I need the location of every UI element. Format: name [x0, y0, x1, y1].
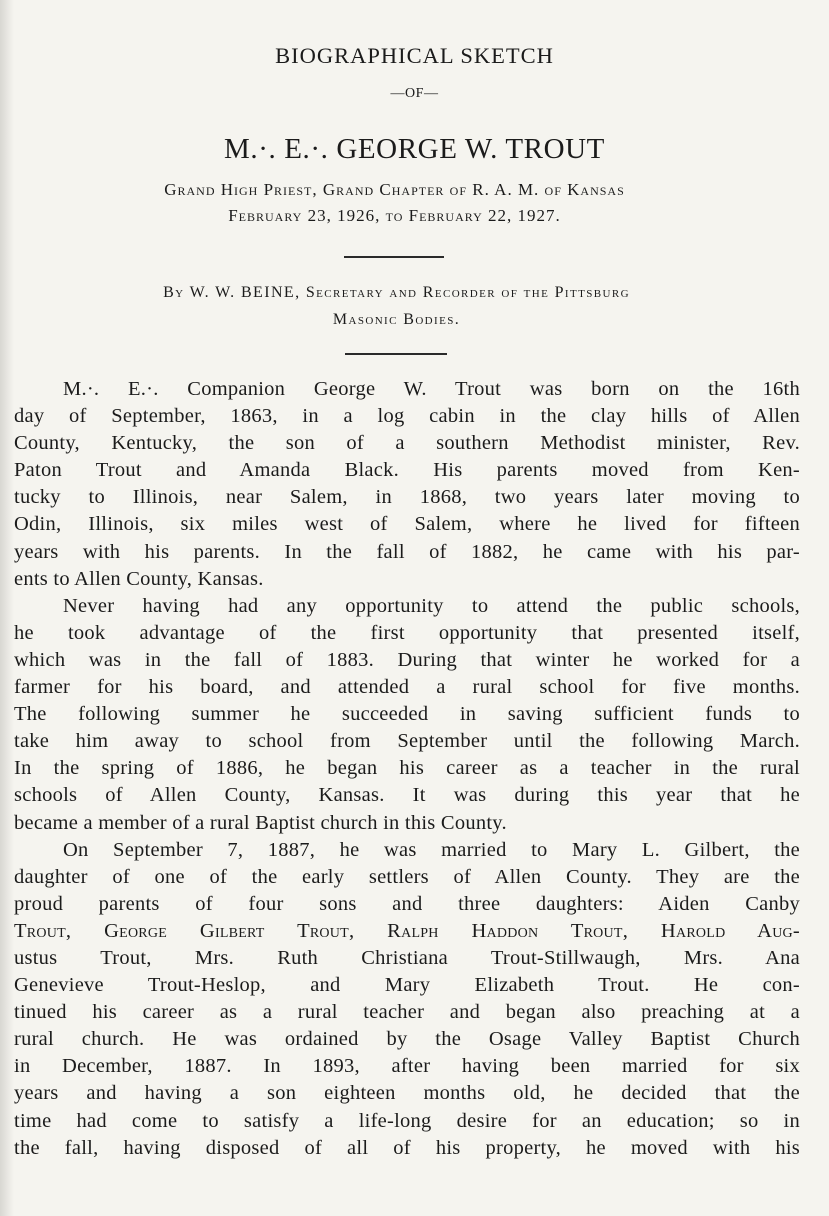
text-line: schools of Allen County, Kansas. It was during this year that he — [14, 784, 800, 807]
text-line: years and having a son eighteen months old, he decided that the — [14, 1082, 800, 1105]
divider-rule — [345, 353, 447, 355]
text-line: Trout, George Gilbert Trout, Ralph Haddon Trout, Harold Aug- — [14, 919, 800, 942]
document-title: BIOGRAPHICAL SKETCH — [275, 43, 554, 68]
text-line: ustus Trout, Mrs. Ruth Christiana Trout-Stillwaugh, Mrs. Ana — [14, 946, 800, 969]
text-line: farmer for his board, and attended a rural school for five months. — [14, 676, 800, 699]
text-line: rural church. He was ordained by the Osage Valley Baptist Church — [14, 1028, 800, 1051]
subtitle-office: Grand High Priest, Grand Chapter of R. A. M. of Kansas — [164, 180, 625, 199]
text-line: which was in the fall of 1883. During that winter he worked for a — [14, 648, 800, 671]
text-line: On September 7, 1887, he was married to Mary L. Gilbert, the — [63, 838, 800, 861]
text-line: he took advantage of the first opportunity that presented itself, — [14, 621, 800, 644]
text-line: County, Kentucky, the son of a southern Methodist minister, Rev. — [14, 432, 800, 455]
text-line: in December, 1887. In 1893, after having been married for six — [14, 1055, 800, 1078]
byline-continuation: Masonic Bodies. — [332, 311, 461, 328]
divider-rule — [344, 256, 444, 258]
text-line: the fall, having disposed of all of his property, he moved with his — [14, 1136, 800, 1159]
text-line: tucky to Illinois, near Salem, in 1868, two years later moving to — [14, 486, 800, 509]
title-of-separator: —OF— — [390, 86, 439, 101]
text-line: years with his parents. In the fall of 1882, he came with his par- — [14, 540, 800, 563]
subtitle-term: February 23, 1926, to February 22, 1927. — [228, 206, 561, 225]
text-line: time had come to satisfy a life-long desire for an education; so in — [14, 1109, 800, 1132]
text-line: day of September, 1863, in a log cabin in the clay hills of Allen — [14, 405, 800, 428]
text-line: Genevieve Trout-Heslop, and Mary Elizabeth Trout. He con- — [14, 974, 800, 997]
text-line: Never having had any opportunity to attend the public schools, — [63, 594, 800, 617]
text-line: M.·. E.·. Companion George W. Trout was born on the 16th — [63, 378, 800, 400]
biography-body — [14, 376, 800, 1162]
text-line: In the spring of 1886, he began his career as a teacher in the rural — [14, 757, 800, 780]
text-line: ents to Allen County, Kansas. — [14, 567, 264, 590]
subject-name: M.·. E.·. GEORGE W. TROUT — [224, 133, 605, 165]
text-line: became a member of a rural Baptist church in this County. — [14, 811, 507, 834]
text-line: Odin, Illinois, six miles west of Salem, where he lived for fifteen — [14, 513, 800, 536]
text-line: tinued his career as a rural teacher and began also preaching at a — [14, 1001, 800, 1024]
text-line: Paton Trout and Amanda Black. His parents moved from Ken- — [14, 459, 800, 482]
text-line: take him away to school from September until the following March. — [14, 730, 800, 753]
text-line: The following summer he succeeded in saving sufficient funds to — [14, 703, 800, 726]
text-line: daughter of one of the early settlers of Allen County. They are the — [14, 865, 800, 888]
byline: By W. W. BEINE, Secretary and Recorder of the Pittsburg — [163, 284, 630, 301]
text-line: proud parents of four sons and three daughters: Aiden Canby — [14, 892, 800, 915]
